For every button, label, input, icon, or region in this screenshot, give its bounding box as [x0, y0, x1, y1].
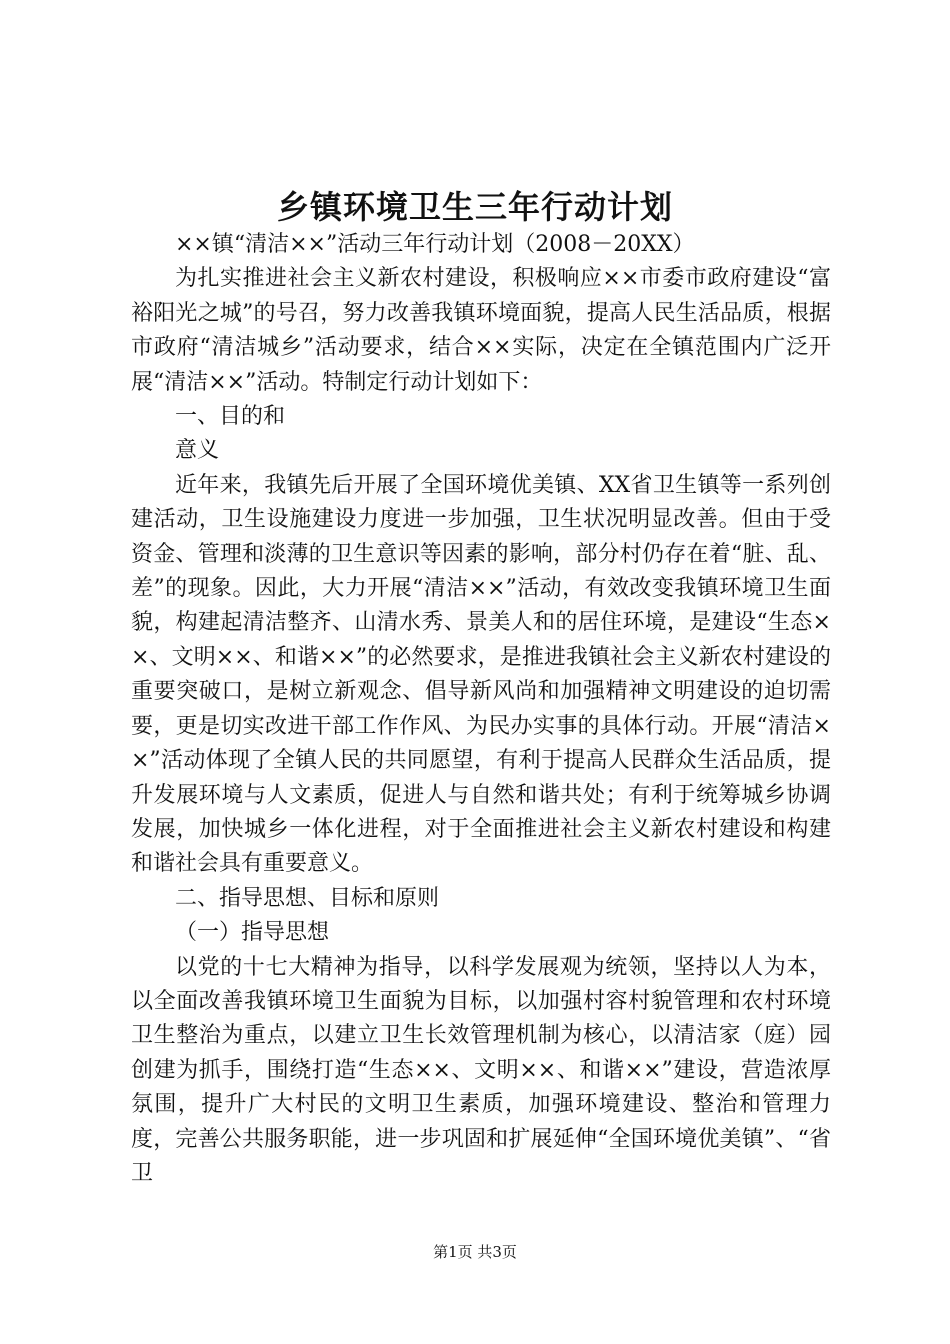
subsection-heading-guiding-thought: （一）指导思想	[175, 920, 330, 946]
purpose-paragraph: 近年来，我镇先后开展了全国环境优美镇、XX省卫生镇等一系列创建活动，卫生设施建设力度进一步加强，卫生状况明显改善。但由于受资金、管理和淡薄的卫生意识等因素的影响，部分村仍存在着“脏、乱、差”的现象。因此，大力开展“清洁××”活动，有效改变我镇环境卫生面貌，构建起清洁整齐、山清水秀、景美人和的居住环境，是建设“生态××、文明××、和谐××”的必然要求，是推进我镇社会主义新农村建设的重要突破口，是树立新观念、倡导新风尚和加强精神文明建设的迫切需要，更是切实改进干部工作作风、为民办实事的具体行动。开展“清洁××”活动体现了全镇人民的共同愿望，有利于提高人民群众生活品质，提升发展环境与人文素质，促进人与自然和谐共处；有利于统筹城乡协调发展，加快城乡一体化进程，对于全面推进社会主义新农村建设和构建和谐社会具有重要意义。	[131, 472, 831, 877]
page-footer: 第1页 共3页	[433, 1243, 517, 1261]
section-heading-purpose: 一、目的和	[175, 404, 286, 430]
section-heading-guiding: 二、指导思想、目标和原则	[175, 885, 440, 911]
document-title: 乡镇环境卫生三年行动计划	[276, 188, 673, 226]
subtitle-paragraph: ××镇“清洁××”活动三年行动计划（2008－20XX）	[175, 232, 695, 257]
document-body	[131, 228, 831, 1191]
intro-paragraph: 为扎实推进社会主义新农村建设，积极响应××市委市政府建设“富裕阳光之城”的号召，努力改善我镇环境面貌，提高人民生活品质，根据市政府“清洁城乡”活动要求，结合××实际，决定在全镇范围内广泛开展“清洁××”活动。特制定行动计划如下：	[131, 266, 831, 395]
section-heading-purpose-continued: 意义	[175, 438, 220, 464]
guiding-thought-paragraph: 以党的十七大精神为指导，以科学发展观为统领，坚持以人为本，以全面改善我镇环境卫生面貌为目标，以加强村容村貌管理和农村环境卫生整治为重点，以建立卫生长效管理机制为核心，以清洁家（庭）园创建为抓手，围绕打造“生态××、文明××、和谐××”建设，营造浓厚氛围，提升广大村民的文明卫生素质，加强环境建设、整治和管理力度，完善公共服务职能，进一步巩固和扩展延伸“全国环境优美镇”、“省卫	[131, 954, 831, 1186]
